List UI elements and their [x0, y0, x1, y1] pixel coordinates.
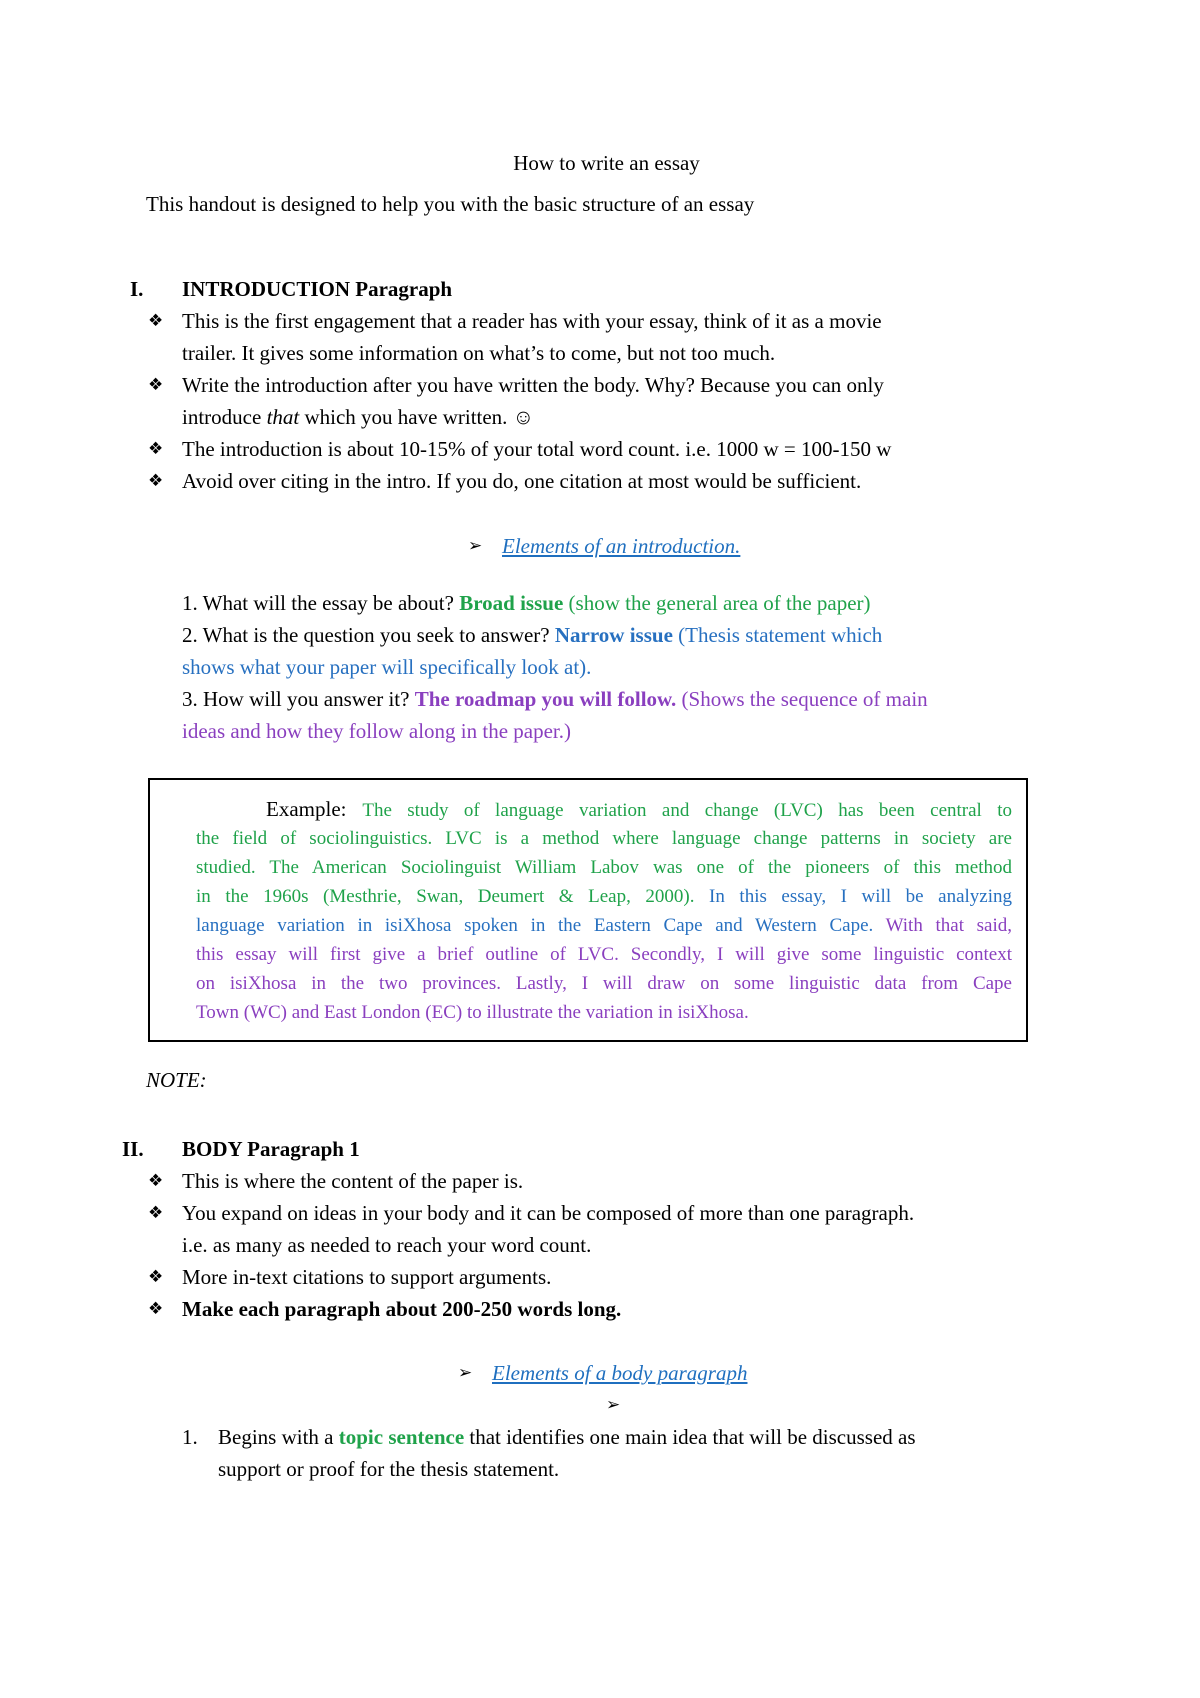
note-label: NOTE:: [146, 1068, 207, 1092]
section-title-body: BODY Paragraph 1: [182, 1137, 360, 1161]
example-box: [148, 778, 1028, 1042]
narrow-issue-key: Narrow issue: [554, 623, 673, 647]
example-line-6: this essay will first give a brief outline of LVC. Secondly, I will give some linguistic context: [196, 944, 1012, 965]
body-bullet-2-line-1: You expand on ideas in your body and it can be composed of more than one paragraph.: [182, 1201, 915, 1225]
body-element-1: [218, 1421, 916, 1453]
example-line-1: [266, 795, 1012, 825]
example-line-3: studied. The American Sociolinguist William Labov was one of the pioneers of this method: [196, 857, 1012, 878]
body-bullet-1: This is where the content of the paper is.: [182, 1169, 524, 1193]
question-text: 2. What is the question you seek to answer?: [182, 623, 555, 647]
roadmap-desc: (Shows the sequence of main: [676, 687, 928, 711]
example-line-4: [196, 882, 1012, 911]
example-line-2: the field of sociolinguistics. LVC is a method where language change patterns in society are: [196, 828, 1012, 849]
document-title: How to write an essay: [513, 151, 700, 175]
body-element-1-number: 1.: [182, 1425, 198, 1449]
bullet-icon: ❖: [148, 1171, 164, 1191]
arrow-bullet-icon: ➢: [606, 1395, 621, 1415]
intro-element-2: [182, 619, 882, 651]
bullet-icon: ❖: [148, 1299, 164, 1319]
body-bullet-3: More in-text citations to support arguments.: [182, 1265, 552, 1289]
narrow-issue-desc: (Thesis statement which: [672, 623, 883, 647]
section-title-intro: INTRODUCTION Paragraph: [182, 277, 453, 301]
intro-element-3: [182, 683, 928, 715]
example-line-7: on isiXhosa in the two provinces. Lastly, I will draw on some linguistic data from Cape: [196, 973, 1012, 994]
text-segment: that identifies one main idea that will be discussed as: [464, 1425, 916, 1449]
text-segment: introduce: [182, 405, 267, 429]
arrow-bullet-icon: ➢: [458, 1363, 473, 1383]
intro-element-3-line-2: ideas and how they follow along in the paper.): [182, 719, 571, 743]
text-segment: which you have written. ☺: [299, 405, 535, 429]
body-element-1-line-2: support or proof for the thesis statement.: [218, 1457, 560, 1481]
bullet-icon: ❖: [148, 1267, 164, 1287]
intro-bullet-4: Avoid over citing in the intro. If you do, one citation at most would be sufficient.: [182, 469, 862, 493]
intro-elements-heading: Elements of an introduction.: [502, 534, 741, 558]
example-label: Example:: [266, 797, 363, 821]
example-text: in the 1960s (Mesthrie, Swan, Deumert & Leap, 2000).: [196, 886, 695, 907]
intro-bullet-3: The introduction is about 10-15% of your total word count. i.e. 1000 w = 100-150 w: [182, 437, 892, 461]
broad-issue-desc: (show the general area of the paper): [563, 591, 871, 615]
body-elements-heading: Elements of a body paragraph: [492, 1361, 748, 1385]
section-number-body: II.: [122, 1137, 144, 1161]
bullet-icon: ❖: [148, 311, 164, 331]
example-text: In this essay, I will be analyzing: [694, 886, 1013, 907]
bullet-icon: ❖: [148, 1203, 164, 1223]
intro-bullet-2-line-2: [182, 401, 534, 433]
intro-bullet-1-line-2: trailer. It gives some information on what’s to come, but not too much.: [182, 341, 776, 365]
bullet-icon: ❖: [148, 439, 164, 459]
question-text: 3. How will you answer it?: [182, 687, 415, 711]
question-text: 1. What will the essay be about?: [182, 591, 460, 615]
section-number-intro: I.: [130, 277, 144, 301]
example-line-5: [196, 911, 1012, 940]
intro-element-2-line-2: shows what your paper will specifically look at).: [182, 655, 592, 679]
body-bullet-4: Make each paragraph about 200-250 words long.: [182, 1297, 622, 1321]
emphasis-text: that: [266, 405, 300, 429]
intro-bullet-1-line-1: This is the first engagement that a reader has with your essay, think of it as a movie: [182, 309, 882, 333]
example-text: language variation in isiXhosa spoken in the Eastern Cape and Western Cape.: [196, 915, 874, 936]
example-line-8: Town (WC) and East London (EC) to illustrate the variation in isiXhosa.: [196, 1002, 749, 1023]
document-subtitle: This handout is designed to help you with the basic structure of an essay: [146, 192, 755, 216]
text-segment: Begins with a: [218, 1425, 339, 1449]
broad-issue-key: Broad issue: [459, 591, 564, 615]
intro-bullet-2-line-1: Write the introduction after you have written the body. Why? Because you can only: [182, 373, 884, 397]
bullet-icon: ❖: [148, 375, 164, 395]
body-bullet-2-line-2: i.e. as many as needed to reach your word count.: [182, 1233, 592, 1257]
arrow-bullet-icon: ➢: [468, 536, 483, 556]
example-text: The study of language variation and change (LVC) has been central to: [362, 800, 1012, 821]
intro-element-1: [182, 587, 871, 619]
example-text: With that said,: [873, 915, 1013, 936]
topic-sentence-key: topic sentence: [338, 1425, 465, 1449]
roadmap-key: The roadmap you will follow.: [414, 687, 677, 711]
bullet-icon: ❖: [148, 471, 164, 491]
